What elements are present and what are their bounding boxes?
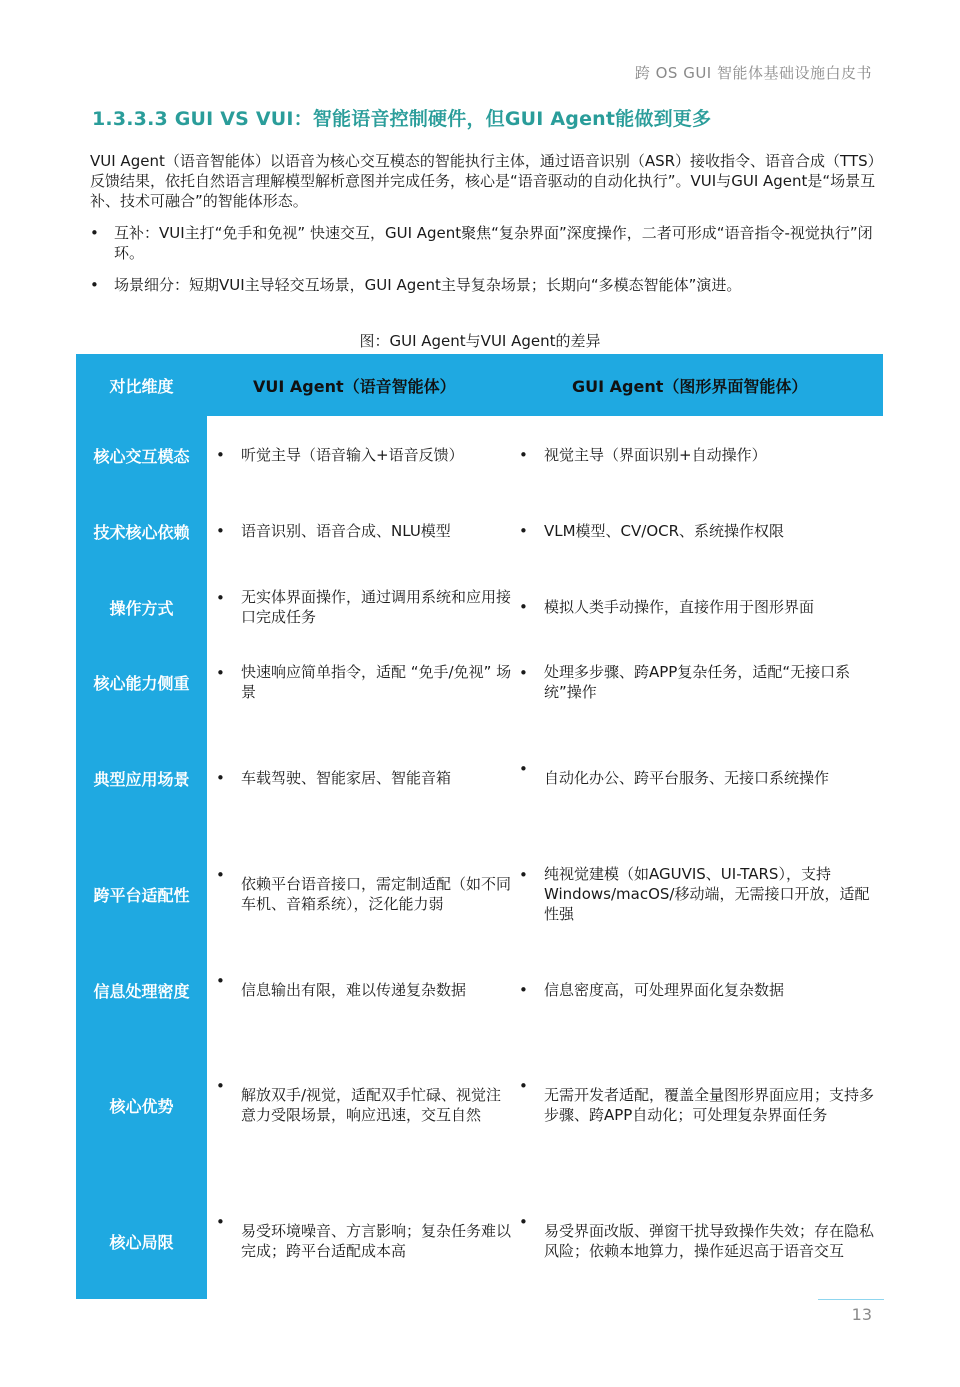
bullet-item: • 互补：VUI主打“免手和免视” 快速交互，GUI Agent聚焦“复杂界面”深度操作，二者可形成“语音指令-视觉执行”闭环。 — [90, 224, 873, 262]
gui-cell: • VLM模型、CV/OCR、系统操作权限 — [519, 522, 785, 540]
bullet-dot-icon: • — [216, 1077, 225, 1095]
vui-cell: • 无实体界面操作，通过调用系统和应用接口完成任务 — [216, 588, 512, 626]
footer-divider — [818, 1299, 884, 1300]
table-row — [76, 859, 883, 929]
row-dimension: 技术核心依赖 — [93, 522, 190, 542]
bullet-dot-icon: • — [216, 1213, 225, 1231]
vui-cell: • 信息输出有限，难以传递复杂数据 — [216, 972, 467, 999]
comparison-table — [76, 354, 883, 1299]
vui-cell: • 听觉主导（语音输入+语音反馈） — [216, 446, 464, 464]
bullet-dot-icon: • — [216, 866, 225, 884]
gui-cell: • 信息密度高，可处理界面化复杂数据 — [519, 981, 785, 999]
bullet-dot-icon: • — [519, 866, 528, 884]
gui-cell: • 模拟人类手动操作，直接作用于图形界面 — [519, 598, 815, 616]
running-header: 跨 OS GUI 智能体基础设施白皮书 — [634, 64, 872, 82]
gui-cell: • 无需开发者适配，覆盖全量图形界面应用；支持多步骤、跨APP自动化；可处理复杂界面任务 — [519, 1077, 875, 1124]
gui-cell: • 视觉主导（界面识别+自动操作） — [519, 446, 767, 464]
gui-cell: • 处理多步骤、跨APP复杂任务，适配“无接口系统”操作 — [519, 663, 851, 701]
bullet-dot-icon: • — [216, 589, 225, 607]
table-row — [76, 657, 883, 707]
gui-cell: • 易受界面改版、弹窗干扰导致操作失效；存在隐私风险；依赖本地算力，操作延迟高于语音交互 — [519, 1213, 875, 1260]
gui-cell: • 纯视觉建模（如AGUVIS、UI-TARS），支持Windows/macOS/移动端，无需接口开放，适配性强 — [519, 865, 870, 923]
header-gui: GUI Agent（图形界面智能体） — [572, 376, 808, 396]
section-title: 1.3.3.3 GUI VS VUI：智能语音控制硬件，但GUI Agent能做到更多 — [92, 108, 712, 130]
table-row — [76, 506, 883, 556]
bullet-dot-icon: • — [216, 522, 225, 540]
bullet-dot-icon: • — [90, 224, 99, 242]
table-row — [76, 582, 883, 632]
row-dimension: 核心局限 — [109, 1232, 174, 1252]
bullet-dot-icon: • — [216, 769, 225, 787]
intro-paragraph: VUI Agent（语音智能体）以语音为核心交互模态的智能执行主体，通过语音识别（ASR）接收指令、语音合成（TTS）反馈结果，依托自然语言理解模型解析意图并完成任务，核心是“语音驱动的自动化执行”。VUI与GUI Agent是“场景互补、技术可融合”的智能体形态。 — [90, 152, 883, 210]
bullet-dot-icon: • — [519, 664, 528, 682]
header-dimension: 对比维度 — [109, 376, 174, 396]
bullet-dot-icon: • — [519, 981, 528, 999]
vui-cell: • 依赖平台语音接口，需定制适配（如不同车机、音箱系统），泛化能力弱 — [216, 866, 512, 913]
table-row — [76, 753, 883, 803]
bullet-dot-icon: • — [90, 276, 99, 294]
page-number: 13 — [851, 1305, 872, 1324]
bullet-dot-icon: • — [519, 760, 528, 778]
table-row — [76, 430, 883, 480]
row-dimension: 典型应用场景 — [93, 769, 190, 789]
table-row — [76, 965, 883, 1015]
bullet-dot-icon: • — [216, 972, 225, 990]
bullet-dot-icon: • — [519, 446, 528, 464]
vui-cell: • 车载驾驶、智能家居、智能音箱 — [216, 769, 452, 787]
vui-cell: • 语音识别、语音合成、NLU模型 — [216, 522, 451, 540]
vui-cell: • 易受环境噪音、方言影响；复杂任务难以完成；跨平台适配成本高 — [216, 1213, 512, 1260]
row-dimension: 信息处理密度 — [93, 981, 190, 1001]
vui-cell: • 解放双手/视觉，适配双手忙碌、视觉注意力受限场景，响应迅速，交互自然 — [216, 1077, 502, 1124]
bullet-dot-icon: • — [519, 1077, 528, 1095]
row-dimension: 操作方式 — [109, 598, 174, 618]
bullet-dot-icon: • — [216, 664, 225, 682]
row-dimension: 核心优势 — [109, 1096, 174, 1116]
gui-cell: • 自动化办公、跨平台服务、无接口系统操作 — [519, 760, 830, 787]
bullet-item: • 场景细分：短期VUI主导轻交互场景，GUI Agent主导复杂场景；长期向“多模态智能体”演进。 — [90, 276, 742, 294]
dimension-column-bg — [76, 354, 207, 1299]
bullet-dot-icon: • — [519, 1213, 528, 1231]
row-dimension: 核心交互模态 — [93, 446, 190, 466]
table-row — [76, 1070, 883, 1140]
vui-cell: • 快速响应简单指令，适配 “免手/免视” 场景 — [216, 663, 512, 701]
header-vui: VUI Agent（语音智能体） — [253, 376, 456, 396]
row-dimension: 核心能力侧重 — [93, 673, 190, 693]
bullet-list — [90, 223, 885, 307]
table-row — [76, 1206, 883, 1276]
bullet-dot-icon: • — [519, 598, 528, 616]
bullet-dot-icon: • — [519, 522, 528, 540]
bullet-dot-icon: • — [216, 446, 225, 464]
figure-caption: 图：GUI Agent与VUI Agent的差异 — [359, 332, 601, 350]
row-dimension: 跨平台适配性 — [93, 885, 190, 905]
